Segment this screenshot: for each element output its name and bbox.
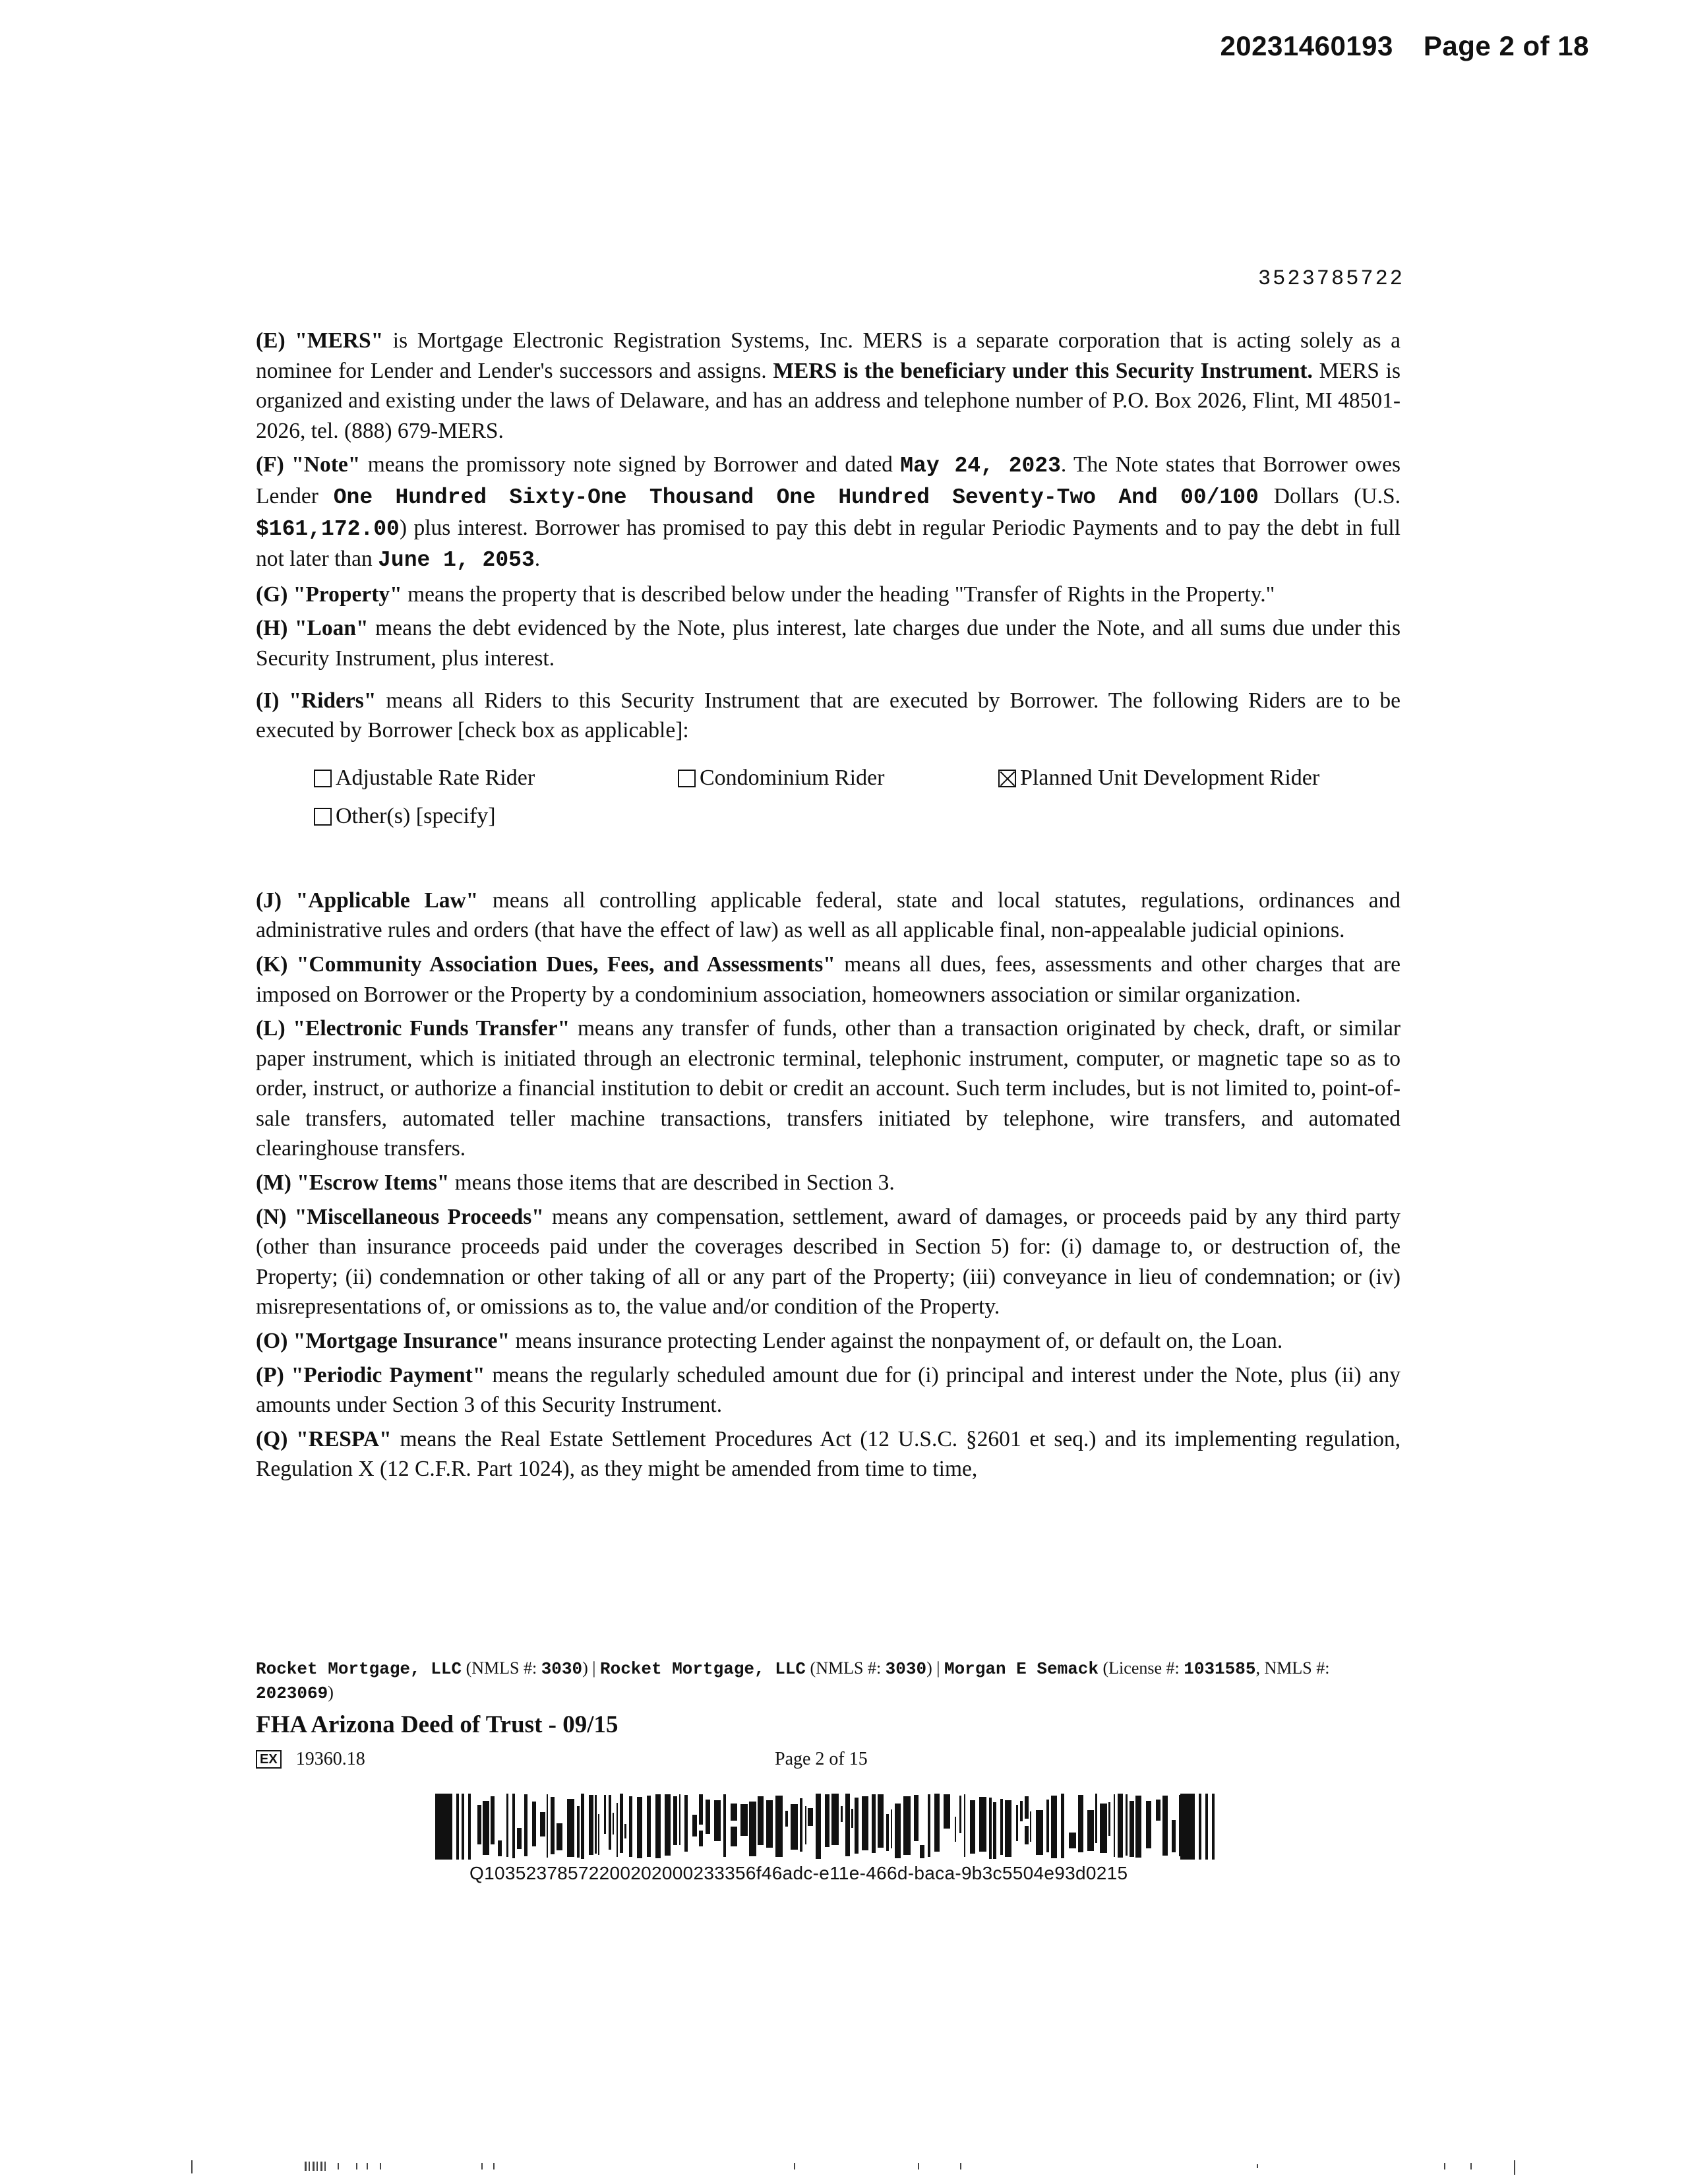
barcode-bar [831, 1794, 839, 1844]
barcode-bar [862, 1796, 868, 1850]
barcode-bar [692, 1815, 697, 1836]
definition-text: means the property that is described below under the heading "Transfer of Rights in the Property." [402, 582, 1275, 607]
barcode-bar [979, 1797, 986, 1852]
barcode-bar [595, 1795, 597, 1852]
barcode-bar [989, 1798, 992, 1859]
barcode-bar [673, 1815, 677, 1839]
definition-label: (L) "Electronic Funds Transfer" [256, 1016, 570, 1041]
barcode-bar [557, 1823, 562, 1850]
definition-text: . The Note states that Borrower owes Lender [256, 452, 1401, 508]
definition-label: (J) "Applicable Law" [256, 888, 479, 913]
checkbox-icon[interactable] [314, 770, 332, 787]
maturity-date: June 1, 2053 [378, 548, 535, 573]
form-page-number: Page 2 of 15 [775, 1749, 868, 1769]
definition-h [256, 613, 1401, 673]
barcode-bar [740, 1804, 748, 1836]
barcode-bar [1179, 1798, 1180, 1844]
barcode-bar [456, 1794, 459, 1860]
barcode-bar [706, 1800, 710, 1814]
definition-label: (P) "Periodic Payment" [256, 1362, 485, 1387]
barcode-bar [483, 1801, 489, 1855]
barcode-bar [805, 1806, 806, 1844]
barcode-bar [665, 1794, 671, 1845]
definition-q [256, 1424, 1401, 1484]
definition-j [256, 886, 1401, 946]
barcode-bar [1069, 1833, 1076, 1848]
barcode-bar [604, 1795, 606, 1834]
barcode-bar [637, 1821, 642, 1858]
barcode-bar [758, 1796, 764, 1839]
barcode-bar [1087, 1829, 1094, 1846]
barcode-bar [731, 1804, 737, 1821]
loan-amount-words: One Hundred Sixty-One Thousand One Hundred Seventy-Two And 00/100 [333, 485, 1259, 510]
definition-label: (I) "Riders" [256, 688, 377, 713]
definition-text: means those items that are described in Section 3. [449, 1170, 895, 1196]
barcode-bar [1146, 1801, 1151, 1844]
definition-i [256, 686, 1401, 746]
barcode-bar [964, 1794, 965, 1857]
loan-number: 3523785722 [1257, 266, 1404, 291]
footer-text: ) | [926, 1658, 944, 1678]
rider-label: Condominium Rider [700, 765, 885, 790]
loan-amount: $161,172.00 [256, 516, 400, 541]
barcode-bar [620, 1794, 623, 1853]
mers-beneficiary-statement: MERS is the beneficiary under this Security Instrument. [773, 358, 1313, 383]
definition-p [256, 1360, 1401, 1420]
barcode-bar [1100, 1804, 1107, 1835]
definition-label: (K) "Community Association Dues, Fees, and Assessments" [256, 952, 835, 977]
barcode-bar [1078, 1833, 1083, 1852]
barcode-bar [1030, 1823, 1031, 1840]
barcode-bar [723, 1794, 726, 1857]
footer-text: (License #: [1099, 1658, 1184, 1678]
barcode-bar [1199, 1794, 1201, 1860]
barcode-bar [1016, 1809, 1018, 1830]
barcode-bar [1020, 1801, 1023, 1821]
rider-condominium[interactable] [678, 763, 885, 793]
definition-text: . [534, 547, 541, 572]
barcode-bar [699, 1794, 703, 1825]
barcode-bar [791, 1815, 798, 1836]
barcode-bar [655, 1800, 661, 1848]
barcode-bar [613, 1816, 614, 1835]
lender-disclosure [256, 1656, 1403, 1705]
barcode-bar [970, 1801, 975, 1854]
definition-l [256, 1014, 1401, 1164]
barcode-bar [647, 1796, 651, 1857]
definition-label: (G) "Property" [256, 582, 402, 607]
barcode-bar [540, 1812, 545, 1836]
ellie-mae-logo-icon: EX [256, 1750, 282, 1769]
rider-label: Other(s) [specify] [336, 803, 496, 828]
definition-text: means any compensation, settlement, award of damages, or proceeds paid by any third party (other than insurance proceeds paid under the coverages described in Section 5) for: (i) damage to, or destruction of, the Property; (ii) condemnation or other taking of all or any part of the Property; (iii) conveyance in lieu of condemnation; or (iv) misrepresentations of, or omissions as to, the value and/or condition of the Property. [256, 1204, 1401, 1320]
barcode-bar [944, 1806, 950, 1829]
definition-n [256, 1202, 1401, 1322]
barcode-bar [914, 1805, 919, 1841]
definition-o [256, 1326, 1401, 1356]
footer-text: (NMLS #: [462, 1658, 541, 1678]
barcode-text: Q10352378572200202000233356f46adc-e11e-466d-baca-9b3c5504e93d0215 [469, 1863, 1128, 1883]
barcode-bar [1005, 1833, 1011, 1848]
recording-header [1220, 30, 1589, 62]
barcode-bar [878, 1794, 884, 1847]
barcode-bar [1126, 1794, 1128, 1856]
definition-text: means any transfer of funds, other than a transaction originated by check, draft, or similar paper instrument, which is initiated through an electronic terminal, telephonic instrument, computer, or magnetic tape so as to order, instruct, or authorize a financial institution to debit or credit an account. Such term includes, but is not limited to, point-of-sale transfers, automated teller machine transactions, transfers initiated by telephone, wire transfers, and automated clearinghouse transfers. [256, 1016, 1401, 1161]
barcode-bar [808, 1808, 813, 1826]
barcode-bar [1156, 1800, 1160, 1821]
barcode-bar [1212, 1794, 1215, 1860]
company-name: Rocket Mortgage, LLC [599, 1659, 806, 1679]
company-name: Rocket Mortgage, LLC [256, 1659, 462, 1679]
barcode-bar [498, 1840, 502, 1856]
definitions-body [256, 326, 1401, 1488]
barcode-bar [577, 1831, 580, 1858]
barcode-icon [435, 1794, 1226, 1860]
definition-m [256, 1168, 1401, 1198]
barcode-bar [903, 1829, 911, 1850]
loan-originator: Morgan E Semack [944, 1659, 1099, 1679]
barcode-bar [825, 1801, 829, 1847]
checkbox-icon[interactable] [314, 808, 332, 826]
barcode-bar [800, 1808, 802, 1852]
barcode-bar [841, 1806, 843, 1822]
barcode-bar [1025, 1796, 1029, 1819]
barcode-bar [629, 1797, 632, 1832]
scan-artifact-marks [0, 2156, 1688, 2183]
barcode-bar [749, 1815, 756, 1843]
barcode-bar [581, 1794, 584, 1859]
checked-checkbox-icon[interactable] [998, 770, 1016, 787]
barcode-bar [1180, 1794, 1195, 1860]
barcode-bar [895, 1805, 901, 1831]
definition-label: (Q) "RESPA" [256, 1426, 392, 1451]
barcode-bar [547, 1794, 548, 1858]
barcode-bar [1025, 1826, 1029, 1844]
note-date: May 24, 2023 [900, 454, 1061, 479]
definition-text: means the promissory note signed by Borrower and dated [360, 452, 901, 477]
definition-k [256, 950, 1401, 1010]
barcode-bar [851, 1809, 853, 1828]
barcode-bar [785, 1811, 788, 1827]
barcode-bar [928, 1794, 930, 1857]
form-code [256, 1749, 365, 1770]
definition-text: means insurance protecting Lender against the nonpayment of, or default on, the Loan. [510, 1329, 1283, 1354]
barcode-bar [491, 1796, 495, 1844]
barcode-bar [617, 1803, 618, 1854]
barcode-bar [468, 1794, 471, 1860]
form-code-number: 19360.18 [295, 1749, 365, 1769]
definition-text: means the regularly scheduled amount due for (i) principal and interest under the Note, plus (ii) any amounts under Section 3 of this Security Instrument. [256, 1362, 1401, 1418]
barcode-bar [609, 1795, 611, 1850]
barcode-bar [699, 1831, 703, 1846]
barcode-bar [1036, 1835, 1043, 1855]
recording-number: 20231460193 [1220, 30, 1393, 61]
barcode-bar [891, 1835, 892, 1848]
definition-text: Dollars (U.S. [1258, 483, 1401, 508]
barcode-bar [845, 1796, 850, 1828]
definition-label: (E) "MERS" [256, 328, 384, 353]
definition-label: (F) "Note" [256, 452, 361, 477]
definition-text: MERS is organized and existing under the laws of Delaware, and has an address and telephone number of P.O. Box 2026, Flint, MI 48501-2026, tel. (888) 679-MERS. [256, 358, 1401, 443]
barcode-bar [714, 1800, 721, 1841]
definition-f [256, 450, 1401, 575]
definition-text: means all dues, fees, assessments and other charges that are imposed on Borrower or the Property by a condominium association, homeowners association or similar organization. [256, 952, 1401, 1007]
barcode-bar [506, 1810, 508, 1845]
barcode-bar [1061, 1824, 1064, 1842]
barcode-bar [684, 1808, 688, 1839]
riders-checklist [256, 763, 1401, 862]
rider-planned-unit-development[interactable] [998, 763, 1319, 793]
definition-text: means all Riders to this Security Instrument that are executed by Borrower. The following Riders are to be executed by Borrower [check box as applicable]: [256, 688, 1401, 743]
recording-page: Page 2 of 18 [1423, 30, 1589, 61]
barcode-bar [1114, 1794, 1115, 1857]
barcode-bar [959, 1796, 961, 1833]
checkbox-icon[interactable] [678, 770, 696, 787]
barcode-bar [532, 1802, 536, 1846]
barcode-bar [731, 1827, 737, 1846]
rider-label: Adjustable Rate Rider [336, 765, 535, 790]
footer-text: (NMLS #: [806, 1658, 886, 1678]
barcode-bar [1046, 1806, 1049, 1852]
barcode-bar [589, 1795, 593, 1855]
definition-label: (M) "Escrow Items" [256, 1170, 450, 1196]
barcode-bar [1135, 1796, 1141, 1858]
nmls-number: 3030 [541, 1659, 583, 1679]
barcode-bar [1205, 1794, 1208, 1860]
barcode-bar [517, 1828, 522, 1849]
rider-adjustable-rate[interactable] [314, 763, 535, 793]
form-title: FHA Arizona Deed of Trust - 09/15 [256, 1711, 618, 1738]
license-number: 1031585 [1184, 1659, 1256, 1679]
definition-text: means the Real Estate Settlement Procedures Act (12 U.S.C. §2601 et seq.) and its implementing regulation, Regulation X (12 C.F.R. Part 1024), as they might be amended from time to time, [256, 1426, 1401, 1482]
definition-label: (H) "Loan" [256, 616, 369, 641]
footer-text: ) [328, 1683, 334, 1702]
barcode-bar [775, 1836, 783, 1854]
barcode-bar [886, 1814, 889, 1851]
barcode-bar [524, 1794, 528, 1856]
definition-text: is Mortgage Electronic Registration Systems, Inc. MERS is a separate corporation that is acting solely as a nominee for Lender and Lender's successors and assigns. [256, 328, 1401, 383]
barcode-bar [1118, 1794, 1123, 1850]
barcode-bar [816, 1794, 821, 1859]
barcode-bar [955, 1817, 956, 1842]
barcode-bar [1095, 1808, 1097, 1827]
barcode-bar [766, 1800, 773, 1817]
definition-label: (N) "Miscellaneous Proceeds" [256, 1204, 544, 1229]
definition-text: means the debt evidenced by the Note, plus interest, late charges due under the Note, and all sums due under this Security Instrument, plus interest. [256, 616, 1401, 671]
barcode-bar [1130, 1801, 1134, 1856]
rider-other[interactable] [314, 801, 496, 832]
barcode-bar [1051, 1805, 1057, 1858]
definition-text: means all controlling applicable federal, state and local statutes, regulations, ordinances and administrative rules and orders (that have the effect of law) as well as all applicable final, non-appealable judicial opinions. [256, 888, 1401, 943]
barcode-bar [624, 1824, 626, 1838]
barcode-bar [993, 1802, 996, 1859]
barcode-bar [462, 1794, 464, 1860]
barcode-bar [934, 1794, 940, 1813]
barcode-bar [1172, 1820, 1176, 1848]
barcode-bar [1000, 1799, 1003, 1855]
barcode-bar [1162, 1798, 1168, 1856]
barcode-bar [477, 1808, 481, 1844]
nmls-number: 3030 [885, 1659, 927, 1679]
footer-text: , NMLS #: [1255, 1658, 1330, 1678]
barcode-bar [872, 1805, 876, 1844]
barcode-bar [512, 1794, 515, 1858]
definition-text: ) plus interest. Borrower has promised to pay this debt in regular Periodic Payments and to pay the debt in full not later than [256, 515, 1401, 572]
definition-g [256, 580, 1401, 610]
definition-label: (O) "Mortgage Insurance" [256, 1329, 510, 1354]
definition-e [256, 326, 1401, 446]
barcode-bar [1108, 1802, 1110, 1836]
footer-text: ) | [582, 1658, 600, 1678]
nmls-number: 2023069 [256, 1684, 328, 1703]
barcode-bar [551, 1801, 555, 1837]
barcode-bar [679, 1798, 680, 1845]
barcode-bar [944, 1794, 950, 1807]
barcode-bar [567, 1810, 574, 1824]
rider-label: Planned Unit Development Rider [1020, 765, 1320, 790]
barcode-bar [855, 1798, 859, 1854]
barcode-bar [435, 1794, 452, 1860]
barcode-bar [598, 1814, 599, 1855]
barcode-bar [920, 1845, 924, 1858]
